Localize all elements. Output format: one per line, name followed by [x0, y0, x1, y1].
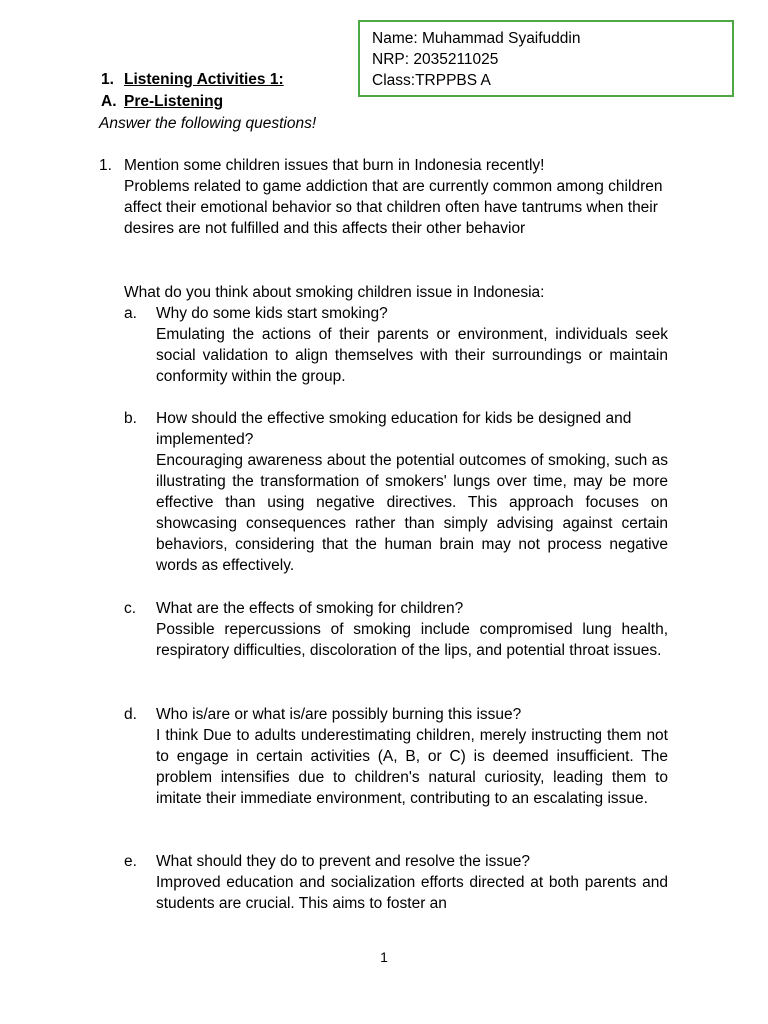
- subquestion-letter: d.: [124, 706, 137, 723]
- question-1-answer: Problems related to game addiction that are currently common among children affect their emotional behavior so that children often have tantrums when their desires are not fulfilled and this affects their other behavior: [124, 178, 663, 237]
- subquestion-answer: Encouraging awareness about the potential outcomes of smoking, such as illustrating the transformation of smokers' lungs over time, may be more effective than using negative directives. This approach focuses on showcasing consequences rather than simply advising against certain behaviors, considering that the human brain may not process negative words as effectively.: [156, 452, 668, 574]
- section-heading: [101, 69, 284, 90]
- subsection-title: Pre-Listening: [124, 93, 224, 110]
- question-1-text: Mention some children issues that burn in Indonesia recently!: [124, 157, 545, 174]
- subquestion-text: Why do some kids start smoking?: [156, 305, 388, 322]
- subquestion-letter: a.: [124, 305, 137, 322]
- question-1: [99, 155, 669, 239]
- subquestion-letter: e.: [124, 853, 137, 870]
- subquestion-b: [124, 408, 668, 576]
- question-1-number: 1.: [99, 157, 112, 174]
- instruction-text: Answer the following questions!: [99, 115, 317, 132]
- subquestion-answer: Emulating the actions of their parents or environment, individuals seek social validation to align themselves with their surroundings or maintain conformity within the group.: [156, 326, 668, 385]
- subquestion-answer: Possible repercussions of smoking include compromised lung health, respiratory difficulties, discoloration of the lips, and potential throat issues.: [156, 621, 668, 659]
- subquestion-text: How should the effective smoking education for kids be designed and implemented?: [156, 410, 632, 448]
- subquestion-answer: I think Due to adults underestimating children, merely instructing them not to engage in certain activities (A, B, or C) is deemed insufficient. The problem intensifies due to children's natural curiosity, leading them to imitate their immediate environment, contributing to an escalating issue.: [156, 727, 668, 807]
- student-info-box: [358, 20, 734, 97]
- subquestion-e: [124, 851, 668, 914]
- student-nrp: NRP: 2035211025: [372, 51, 499, 68]
- section-number: 1.: [101, 71, 114, 88]
- subquestion-answer: Improved education and socialization efforts directed at both parents and students are crucial. This aims to foster an: [156, 874, 668, 912]
- subquestion-letter: c.: [124, 600, 137, 617]
- subquestion-text: What are the effects of smoking for children?: [156, 600, 464, 617]
- page-number: 1: [380, 949, 388, 965]
- student-class: Class:TRPPBS A: [372, 72, 491, 89]
- subquestion-c: [124, 598, 668, 661]
- subquestion-text: Who is/are or what is/are possibly burning this issue?: [156, 706, 522, 723]
- subsection-letter: A.: [101, 93, 117, 110]
- subquestion-d: [124, 704, 668, 809]
- student-name: Name: Muhammad Syaifuddin: [372, 30, 581, 47]
- subquestion-a: [124, 303, 668, 387]
- section-title: Listening Activities 1:: [124, 71, 284, 88]
- smoking-intro: What do you think about smoking children issue in Indonesia:: [124, 284, 545, 301]
- subsection-heading: [101, 91, 223, 112]
- subquestion-letter: b.: [124, 410, 137, 427]
- subquestion-text: What should they do to prevent and resolve the issue?: [156, 853, 530, 870]
